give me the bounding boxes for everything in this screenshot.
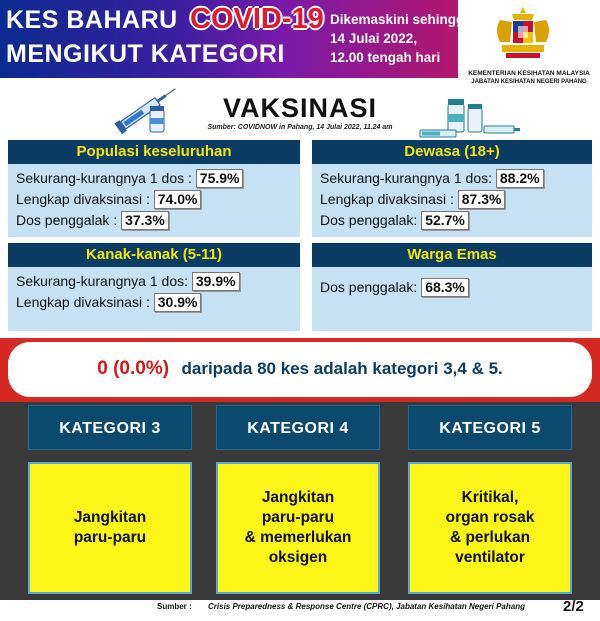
ministry-name: KEMENTERIAN KESIHATAN MALAYSIA xyxy=(468,70,590,77)
footer-source-text: Crisis Preparedness & Response Centre (CPRC), Jabatan Kesihatan Negeri Pahang xyxy=(208,602,525,611)
syringe-vials-icon xyxy=(418,96,522,140)
panel-dewasa-title: Dewasa (18+) xyxy=(312,140,592,164)
update-line1: Dikemaskini sehingga: xyxy=(330,12,477,27)
summary-count: 0 (0.0%) xyxy=(97,358,170,379)
update-info xyxy=(330,10,476,67)
row-label: Sekurang-kurangnya 1 dos: xyxy=(16,273,188,289)
row-value: 52.7% xyxy=(421,211,469,230)
category-5-box xyxy=(408,462,572,594)
update-line2: 14 Julai 2022, xyxy=(330,31,418,46)
row-label: Sekurang-kurangnya 1 dos : xyxy=(16,170,192,186)
row-value: 30.9% xyxy=(154,293,202,312)
row-value: 75.9% xyxy=(196,169,244,188)
malaysia-crest-icon xyxy=(490,6,556,60)
populasi-row-complete xyxy=(16,189,300,210)
row-value: 87.3% xyxy=(458,190,506,209)
row-value: 74.0% xyxy=(154,190,202,209)
category-3-description: Jangkitan paru-paru xyxy=(73,509,147,546)
category-3-title: KATEGORI 3 xyxy=(28,405,192,450)
vaccination-source: Sumber: COVIDNOW in Pahang, 14 Julai 2022, 11.24 am xyxy=(207,124,393,131)
row-label: Lengkap divaksinasi : xyxy=(320,191,454,207)
row-value: 37.3% xyxy=(121,211,169,230)
page-number: 2/2 xyxy=(563,598,584,615)
row-label: Lengkap divaksinasi : xyxy=(16,294,150,310)
populasi-row-dose1 xyxy=(16,168,300,189)
kanak-row-complete xyxy=(16,292,300,313)
panel-emas xyxy=(312,243,592,331)
title-covid: COVID-19 xyxy=(190,3,324,35)
category-4-title: KATEGORI 4 xyxy=(216,405,380,450)
vaccination-title: VAKSINASI xyxy=(222,93,378,123)
dewasa-row-complete xyxy=(320,189,592,210)
update-line3: 12.00 tengah hari xyxy=(330,50,441,65)
row-label: Lengkap divaksinasi : xyxy=(16,191,150,207)
kanak-row-dose1 xyxy=(16,271,300,292)
row-label: Dos penggalak : xyxy=(16,212,118,228)
footer-source-label: Sumber : xyxy=(157,602,192,611)
row-label: Dos penggalak: xyxy=(320,212,418,228)
panel-kanak-title: Kanak-kanak (5-11) xyxy=(8,243,300,267)
row-label: Sekurang-kurangnya 1 dos: xyxy=(320,170,492,186)
category-5-title: KATEGORI 5 xyxy=(408,405,572,450)
category-4-box xyxy=(216,462,380,594)
category-3-box xyxy=(28,462,192,594)
title-line1: KES BAHARU xyxy=(6,6,178,34)
row-value: 68.3% xyxy=(421,278,469,297)
populasi-row-booster xyxy=(16,210,300,231)
category-5-description: Kritikal, organ rosak & perlukan ventilator xyxy=(445,489,535,566)
panel-emas-title: Warga Emas xyxy=(312,243,592,267)
panel-dewasa xyxy=(312,140,592,237)
header xyxy=(0,0,600,92)
category-4-description: Jangkitan paru-paru & memerlukan oksigen xyxy=(244,489,352,566)
summary-line xyxy=(0,358,600,380)
summary-text: daripada 80 kes adalah kategori 3,4 & 5. xyxy=(181,359,503,378)
title-line2: MENGIKUT KATEGORI xyxy=(6,40,285,68)
emas-row-booster xyxy=(320,277,592,298)
row-label: Dos penggalak: xyxy=(320,279,418,295)
department-name: JABATAN KESIHATAN NEGERI PAHANG xyxy=(471,79,587,85)
row-value: 88.2% xyxy=(496,169,544,188)
panel-populasi xyxy=(8,140,300,237)
panel-populasi-title: Populasi keseluruhan xyxy=(8,140,300,164)
panel-kanak xyxy=(8,243,300,331)
dewasa-row-booster xyxy=(320,210,592,231)
dewasa-row-dose1 xyxy=(320,168,592,189)
row-value: 39.9% xyxy=(192,272,240,291)
